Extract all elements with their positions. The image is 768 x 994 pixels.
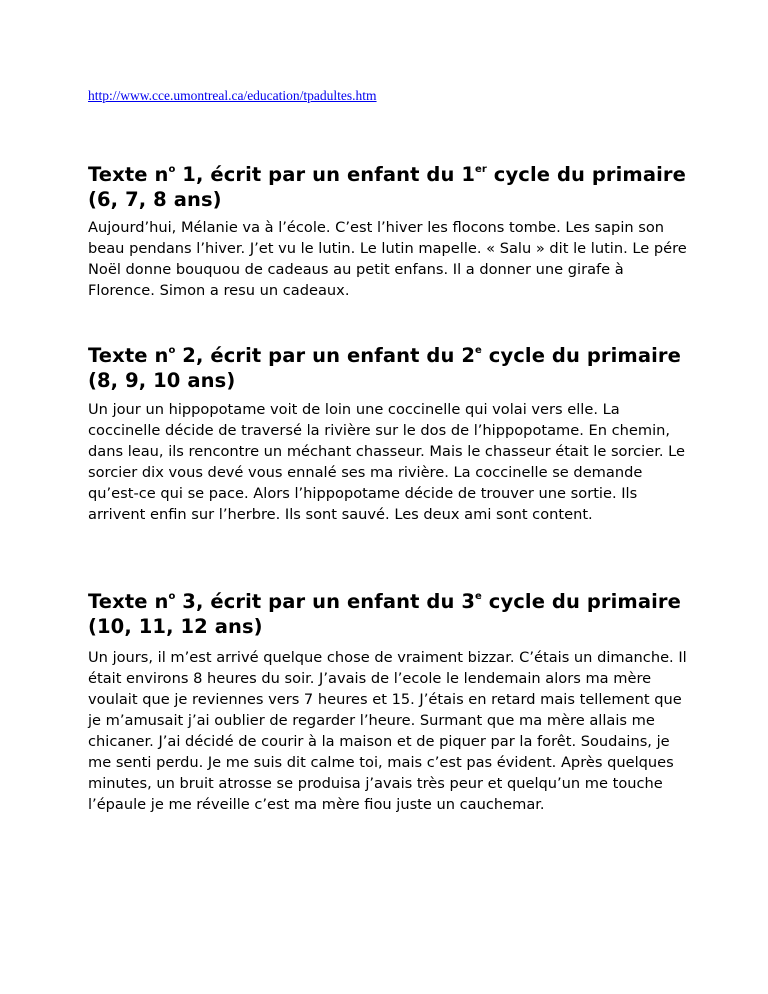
cycle-superscript: e (475, 344, 482, 356)
heading-text: 1, écrit par un enfant du 1 (175, 163, 475, 186)
section-1-body: Aujourd’hui, Mélanie va à l’école. C’est l’hiver les flocons tombe. Les sapin son beau pendans l’hiver. J’et vu le lutin. Le lutin mapelle. « Salu » dit le lutin. Le pére Noël donne bouquou de cadeaus au petit enfans. Il a donner une girafe à Florence. Simon a resu un cadeaux. (88, 219, 687, 299)
ordinal-superscript: o (168, 163, 176, 175)
section-1-heading (88, 162, 688, 212)
cycle-superscript: e (475, 590, 482, 602)
heading-text: cycle du primaire (10, 11, 12 ans) (88, 590, 681, 638)
heading-text: Texte n (88, 344, 169, 367)
ordinal-superscript: o (168, 590, 176, 602)
section-2-body: Un jour un hippopotame voit de loin une coccinelle qui volai vers elle. La coccinelle décide de traversé la rivière sur le dos de l’hippopotame. En chemin, dans leau, ils rencontre un méchant chasseur. Mais le chasseur était le sorcier. Le sorcier dix vous devé vous ennalé ses ma rivière. La coccinelle se demande qu’est-ce qui se pace. Alors l’hippopotame décide de trouver une sortie. Ils arrivent enfin sur l’herbre. Ils sont sauvé. Les deux ami sont content. (88, 401, 686, 523)
heading-text: cycle du primaire (8, 9, 10 ans) (88, 344, 681, 392)
heading-text: cycle du primaire (6, 7, 8 ans) (88, 163, 686, 211)
section-2-heading (88, 343, 688, 393)
heading-text: 3, écrit par un enfant du 3 (175, 590, 475, 613)
source-url-link[interactable]: http://www.cce.umontreal.ca/education/tpadultes.htm (88, 88, 377, 103)
heading-text: 2, écrit par un enfant du 2 (175, 344, 475, 367)
section-3-heading (88, 589, 688, 639)
cycle-superscript: er (475, 163, 487, 175)
heading-text: Texte n (88, 590, 169, 613)
section-3-body: Un jours, il m’est arrivé quelque chose de vraiment bizzar. C’étais un dimanche. Il était environs 8 heures du soir. J’avais de l’ecole le lendemain alors ma mère voulait que je reviennes vers 7 heures et 15. J’étais en retard mais tellement que je m’amusait j’ai oublier de regarder l’heure. Surmant que ma mère allais me chicaner. J’ai décidé de courir à la maison et de piquer par la forêt. Soudains, je me senti perdu. Je me suis dit calme toi, mais c’est pas évident. Après quelques minutes, un bruit atrosse se produisa j’avais très peur et quelqu’un me touche l’épaule je me réveille c’est ma mère fiou juste un cauchemar. (88, 649, 687, 813)
ordinal-superscript: o (168, 344, 176, 356)
heading-text: Texte n (88, 163, 169, 186)
